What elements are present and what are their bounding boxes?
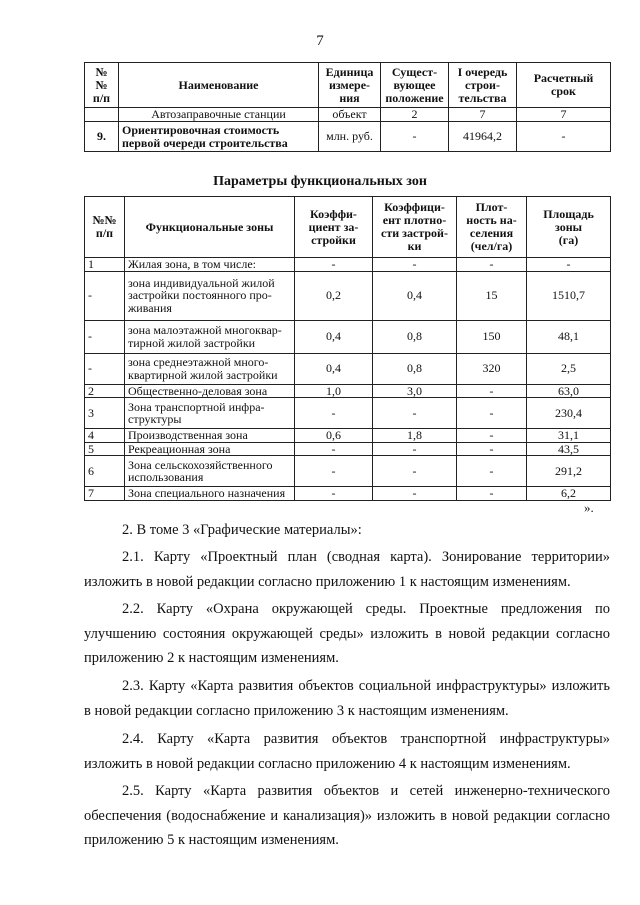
table-row [85,271,611,320]
row-k2: 3,0 [373,384,457,398]
table-row [85,108,611,122]
row-first: 7 [449,108,517,122]
col-header-build-coef: Коэффи- циент за- стройки [295,197,373,258]
row-k2: 1,8 [373,429,457,443]
row-area: 1510,7 [527,271,611,320]
row-area: - [527,258,611,272]
table-row [85,456,611,487]
row-k2: 0,8 [373,320,457,353]
row-num: - [85,353,125,384]
row-first: 41964,2 [449,122,517,152]
row-k1: 0,2 [295,271,373,320]
row-k2: - [373,456,457,487]
row-dens: - [457,384,527,398]
row-area: 6,2 [527,487,611,501]
row-zone: Зона сельскохозяйственного использования [125,456,295,487]
row-area: 31,1 [527,429,611,443]
paragraph-2-5: 2.5. Карту «Карта развития объектов и сетей инженерно-технического обеспечения (водоснабжение и канализация)» изложить в новой редакции согласно приложению 5 к настоящим изменениям. [84,783,610,848]
row-zone: Зона специального назначения [125,487,295,501]
table-header-row [85,63,611,108]
row-k1: 0,4 [295,320,373,353]
row-zone: Рекреационная зона [125,442,295,456]
row-num [85,108,119,122]
row-dens: - [457,442,527,456]
row-k1: 0,4 [295,353,373,384]
row-dens: - [457,456,527,487]
row-dens: 320 [457,353,527,384]
row-k1: 1,0 [295,384,373,398]
paragraph-2-3: 2.3. Карту «Карта развития объектов социальной инфраструктуры» изложить в новой редакции согласно приложению 3 к настоящим изменениям. [84,678,610,719]
row-num: 5 [85,442,125,456]
row-k1: - [295,442,373,456]
row-num: 9. [85,122,119,152]
row-num: 4 [85,429,125,443]
col-header-num: № № п/п [85,63,119,108]
row-num: 2 [85,384,125,398]
row-num: 7 [85,487,125,501]
table-row [85,258,611,272]
col-header-num: №№ п/п [85,197,125,258]
row-k2: - [373,398,457,429]
row-num: - [85,271,125,320]
row-dens: - [457,487,527,501]
col-header-name: Наименование [119,63,319,108]
row-dens: - [457,258,527,272]
col-header-pop-density: Плот- ность на- селения (чел/га) [457,197,527,258]
zones-table-title: Параметры функциональных зон [213,174,427,189]
col-header-zone: Функциональные зоны [125,197,295,258]
table-row [85,487,611,501]
zones-table [84,196,611,501]
row-dens: - [457,429,527,443]
row-area: 291,2 [527,456,611,487]
table-row [85,122,611,152]
paragraph-2: 2. В томе 3 «Графические материалы»: [122,522,362,538]
row-zone: зона индивидуальной жилой застройки постоянного про-живания [125,271,295,320]
row-zone: Зона транспортной инфра-структуры [125,398,295,429]
col-header-existing: Сущест- вующее положение [381,63,449,108]
col-header-first-stage: I очередь строи- тельства [449,63,517,108]
page-number: 7 [316,33,324,49]
table-row [85,442,611,456]
row-zone: зона среднеэтажной много-квартирной жилой застройки [125,353,295,384]
closing-quote: ». [584,500,594,515]
row-existing: 2 [381,108,449,122]
col-header-unit: Единица измере- ния [319,63,381,108]
row-calc: - [517,122,611,152]
col-header-area: Площадь зоны (га) [527,197,611,258]
row-k1: - [295,398,373,429]
row-dens: - [457,398,527,429]
row-unit: млн. руб. [319,122,381,152]
row-dens: 15 [457,271,527,320]
row-k1: 0,6 [295,429,373,443]
row-k2: - [373,487,457,501]
col-header-calc-term: Расчетный срок [517,63,611,108]
table-row [85,353,611,384]
row-num: 6 [85,456,125,487]
row-k2: - [373,258,457,272]
row-calc: 7 [517,108,611,122]
row-area: 43,5 [527,442,611,456]
row-k2: - [373,442,457,456]
paragraph-2-1: 2.1. Карту «Проектный план (сводная карта). Зонирование территории» изложить в новой редакции согласно приложению 1 к настоящим изменениям. [84,549,610,590]
row-area: 2,5 [527,353,611,384]
row-num: 3 [85,398,125,429]
row-k1: - [295,258,373,272]
row-k1: - [295,456,373,487]
row-k2: 0,8 [373,353,457,384]
row-area: 63,0 [527,384,611,398]
row-zone: Производственная зона [125,429,295,443]
paragraph-2-4: 2.4. Карту «Карта развития объектов транспортной инфраструктуры» изложить в новой редакции согласно приложению 4 к настоящим изменениям. [84,731,610,772]
row-dens: 150 [457,320,527,353]
row-existing: - [381,122,449,152]
row-zone: Общественно-деловая зона [125,384,295,398]
row-zone: зона малоэтажной многоквар-тирной жилой застройки [125,320,295,353]
row-area: 230,4 [527,398,611,429]
row-k2: 0,4 [373,271,457,320]
table-row [85,320,611,353]
row-k1: - [295,487,373,501]
row-name: Ориентировочная стоимость первой очереди строительства [119,122,319,152]
indicators-table [84,62,611,152]
table-header-row [85,197,611,258]
paragraph-2-2: 2.2. Карту «Охрана окружающей среды. Проектные предложения по улучшению состояния окружающей среды» изложить в новой редакции согласно приложению 2 к настоящим изменениям. [84,601,610,666]
col-header-density-coef: Коэффици- ент плотно- сти застрой- ки [373,197,457,258]
table-row [85,429,611,443]
row-num: - [85,320,125,353]
row-name: Автозаправочные станции [119,108,319,122]
row-num: 1 [85,258,125,272]
table-row [85,398,611,429]
row-unit: объект [319,108,381,122]
row-area: 48,1 [527,320,611,353]
row-zone: Жилая зона, в том числе: [125,258,295,272]
table-row [85,384,611,398]
